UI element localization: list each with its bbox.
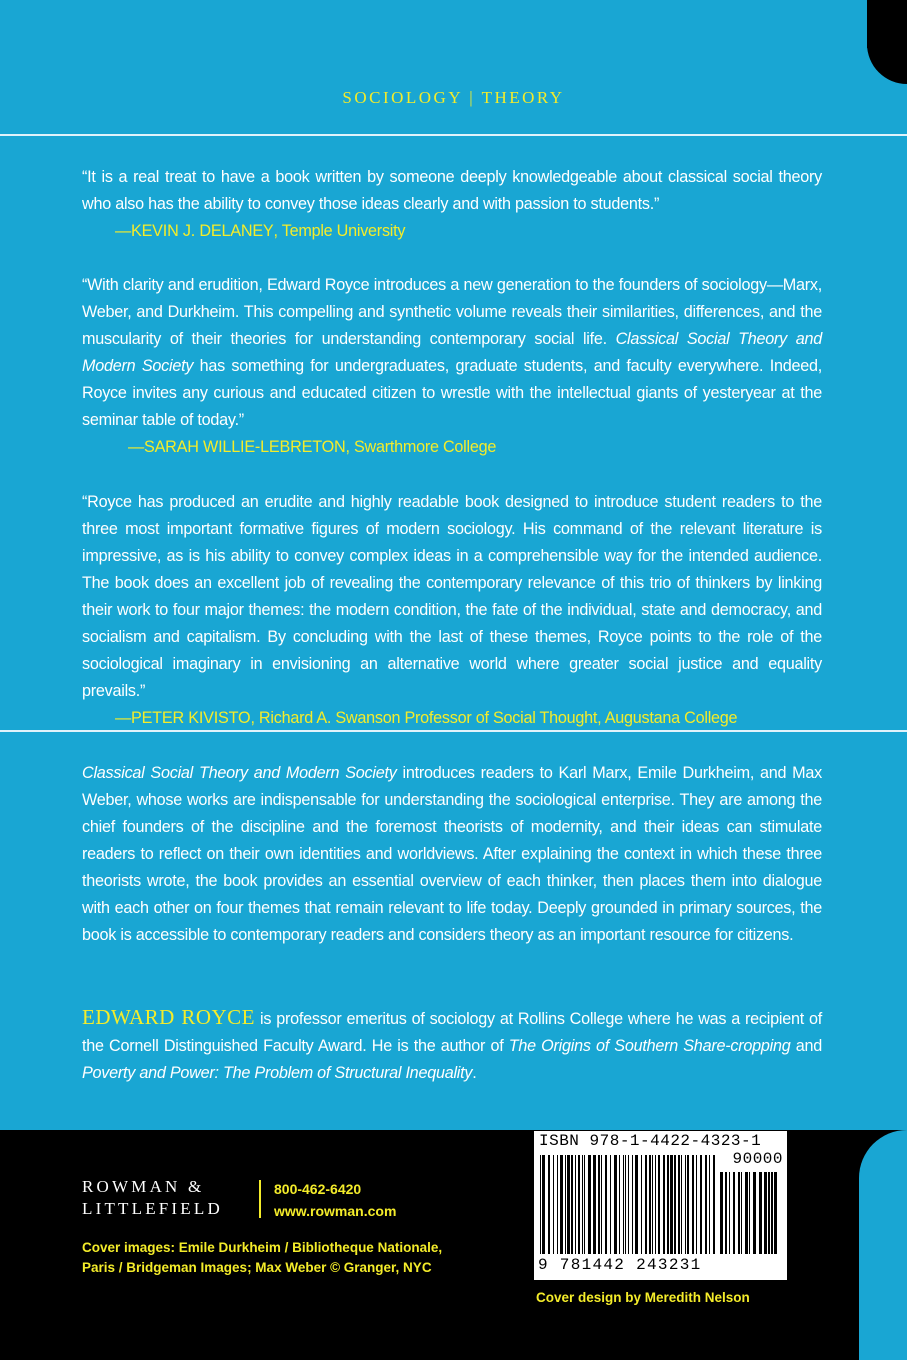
corner-tab-bottom — [859, 1130, 907, 1360]
blurb-willie-lebreton — [82, 272, 822, 461]
publisher-contact — [274, 1178, 396, 1222]
reviewer-affiliation: , Swarthmore College — [345, 438, 497, 456]
publisher-website: www.rowman.com — [274, 1203, 397, 1219]
category-label: SOCIOLOGY | THEORY — [342, 88, 565, 107]
author-name: EDWARD ROYCE — [82, 1005, 256, 1029]
credits-line-2: Paris / Bridgeman Images; Max Weber © Granger, NYC — [82, 1260, 432, 1275]
book-title: Classical Social Theory and Modern Society — [82, 330, 822, 375]
reviewer-name: —KEVIN J. DELANEY — [115, 222, 274, 240]
blurb-delaney — [82, 164, 822, 245]
author-bio: EDWARD ROYCE is professor emeritus of sociology at Rollins College where he was a recipient of the Cornell Distinguished Faculty Award. He is the author of The Origins of Southern Share-cropping and Poverty and Power: The Problem of Structural Inequality. — [82, 1005, 822, 1082]
blurb-text: “Royce has produced an erudite and highly readable book designed to introduce student readers to the three most important formative figures of modern sociology. His command of the relevant literature is impressive, as is his ability to convey complex ideas in a comprehensible way for the intended audience. The book does an excellent job of revealing the contemporary relevance of this trio of thinkers by linking their work to four major themes: the modern condition, the fate of the individual, state and democracy, and socialism and capitalism. By concluding with the last of these themes, Royce points to the role of the sociological imaginary in envisioning an alternative world where greater social justice and equality prevails.” — [82, 493, 822, 700]
reviewer-affiliation: , Temple University — [273, 222, 406, 240]
publisher-divider — [259, 1180, 261, 1218]
publisher-line-1: ROWMAN & — [82, 1177, 205, 1196]
barcode-addon-icon — [720, 1172, 778, 1254]
cover-designer-credit: Cover design by Meredith Nelson — [536, 1290, 750, 1305]
author-book-1: The Origins of Southern Share-cropping — [508, 1037, 791, 1055]
blurb-text: “With clarity and erudition, Edward Royce introduces a new generation to the founders of sociology—Marx, Weber, and Durkheim. This compelling and synthetic volume reveals their similarities, differences, and the muscularity of their theories for understanding contemporary social life. Classical Social Theory and Modern Society has something for undergraduates, graduate students, and faculty everywhere. Indeed, Royce invites any curious and educated citizen to wrestle with the intellectual giants of yesteryear at the seminar table of today.” — [82, 276, 822, 429]
author-book-2: Poverty and Power: The Problem of Structural Inequality — [82, 1064, 473, 1082]
barcode-icon — [540, 1155, 716, 1254]
book-description — [82, 760, 822, 949]
image-credits — [82, 1238, 502, 1278]
description-text: introduces readers to Karl Marx, Emile Durkheim, and Max Weber, whose works are indispensable for understanding the sociological enterprise. They are among the chief founders of the discipline and the foremost theorists of modernity, and their ideas can stimulate readers to reflect on their own identities and worldviews. After explaining the context in which these three theorists wrote, the book provides an essential overview of each thinker, then places them into dialogue with each other on four themes that remain relevant to life today. Deeply grounded in primary sources, the book is accessible to contemporary readers and considers theory as an important resource for citizens. — [82, 764, 822, 944]
divider-top — [0, 134, 907, 136]
credits-line-1: Cover images: Emile Durkheim / Bibliotheque Nationale, — [82, 1240, 443, 1255]
publisher-phone: 800-462-6420 — [274, 1181, 362, 1197]
publisher-line-2: LITTLEFIELD — [82, 1199, 223, 1218]
isbn-label: ISBN 978-1-4422-4323-1 — [539, 1132, 762, 1150]
reviewer-name: —PETER KIVISTO — [115, 709, 251, 727]
book-title: Classical Social Theory and Modern Society — [82, 764, 397, 782]
divider-middle — [0, 730, 907, 732]
blurb-kivisto — [82, 489, 822, 732]
blurb-attribution — [82, 218, 822, 245]
publisher-logo — [82, 1176, 223, 1220]
barcode-digits: 9 781442 243231 — [538, 1256, 702, 1274]
reviewer-name: —SARAH WILLIE-LEBRETON — [128, 438, 346, 456]
price-code: 90000 — [732, 1150, 783, 1168]
blurb-attribution — [82, 434, 822, 461]
barcode-panel — [534, 1131, 787, 1280]
reviewer-affiliation: , Richard A. Swanson Professor of Social Thought, Augustana College — [250, 709, 738, 727]
blurb-attribution — [82, 705, 822, 732]
corner-tab-top — [867, 0, 907, 48]
blurb-text: “It is a real treat to have a book written by someone deeply knowledgeable about classical social theory who also has the ability to convey those ideas clearly and with passion to students.” — [82, 168, 822, 213]
